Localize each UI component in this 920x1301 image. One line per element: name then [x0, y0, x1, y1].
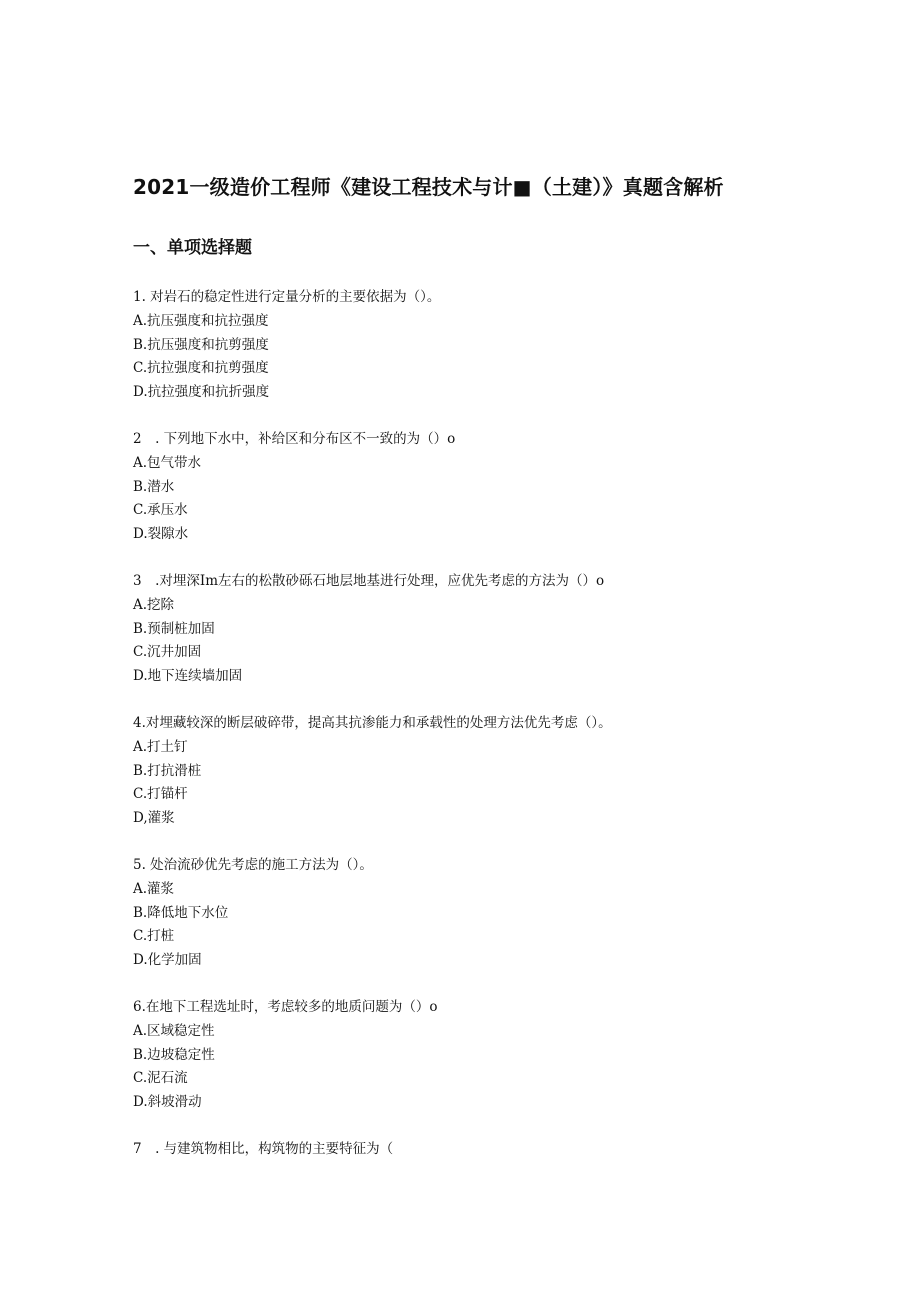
answer-option: B.边坡稳定性	[133, 1046, 215, 1063]
question-stem: 1. 对岩石的稳定性进行定量分析的主要依据为（）。	[133, 289, 441, 305]
answer-option: D,灌浆	[133, 810, 175, 827]
answer-option: A.抗压强度和抗拉强度	[133, 312, 269, 329]
question-stem: 5. 处治流砂优先考虑的施工方法为（）。	[133, 856, 373, 873]
answer-option: A.打土钉	[133, 738, 188, 755]
answer-option: B.预制桩加固	[133, 620, 215, 637]
answer-option: A.包气带水	[133, 454, 202, 471]
question-item	[133, 1138, 873, 1162]
answer-option: A.挖除	[133, 596, 175, 613]
answer-option: C.抗拉强度和抗剪强度	[133, 360, 269, 377]
question-stem: 7 . 与建筑物相比，构筑物的主要特征为（	[133, 1140, 394, 1157]
question-item	[133, 286, 873, 405]
question-list	[133, 286, 873, 1185]
answer-option: D.斜坡滑动	[133, 1094, 202, 1111]
answer-option: A.灌浆	[133, 880, 175, 897]
answer-option: B.降低地下水位	[133, 904, 229, 921]
question-item	[133, 996, 873, 1115]
answer-option: A.区域稳定性	[133, 1022, 215, 1039]
question-item	[133, 712, 873, 831]
question-stem: 4.对埋藏较深的断层破碎带，提高其抗渗能力和承载性的处理方法优先考虑（）。	[133, 714, 612, 731]
answer-option: B.打抗滑桩	[133, 762, 202, 779]
answer-option: C.打锚杆	[133, 786, 188, 803]
question-stem: 2 . 下列地下水中，补给区和分布区不一致的为（）o	[133, 430, 456, 447]
document-title: 2021一级造价工程师《建设工程技术与计■（土建）》真题含解析	[133, 175, 724, 199]
answer-option: B.抗压强度和抗剪强度	[133, 336, 269, 353]
question-item	[133, 570, 873, 689]
answer-option: C.打桩	[133, 928, 175, 945]
answer-option: D.抗拉强度和抗折强度	[133, 384, 270, 401]
question-item	[133, 854, 873, 973]
answer-option: C.泥石流	[133, 1070, 188, 1087]
answer-option: D.地下连续墙加固	[133, 668, 243, 685]
answer-option: B.潜水	[133, 478, 175, 495]
question-stem: 3 .对埋深Im左右的松散砂砾石地层地基进行处理，应优先考虑的方法为（）o	[133, 572, 605, 589]
answer-option: D.化学加固	[133, 952, 202, 969]
question-stem: 6.在地下工程选址时，考虑较多的地质问题为（）o	[133, 998, 438, 1015]
question-item	[133, 428, 873, 547]
answer-option: C.承压水	[133, 502, 188, 519]
answer-option: C.沉井加固	[133, 644, 202, 661]
answer-option: D.裂隙水	[133, 526, 189, 543]
section-heading: 一、单项选择题	[133, 238, 252, 258]
